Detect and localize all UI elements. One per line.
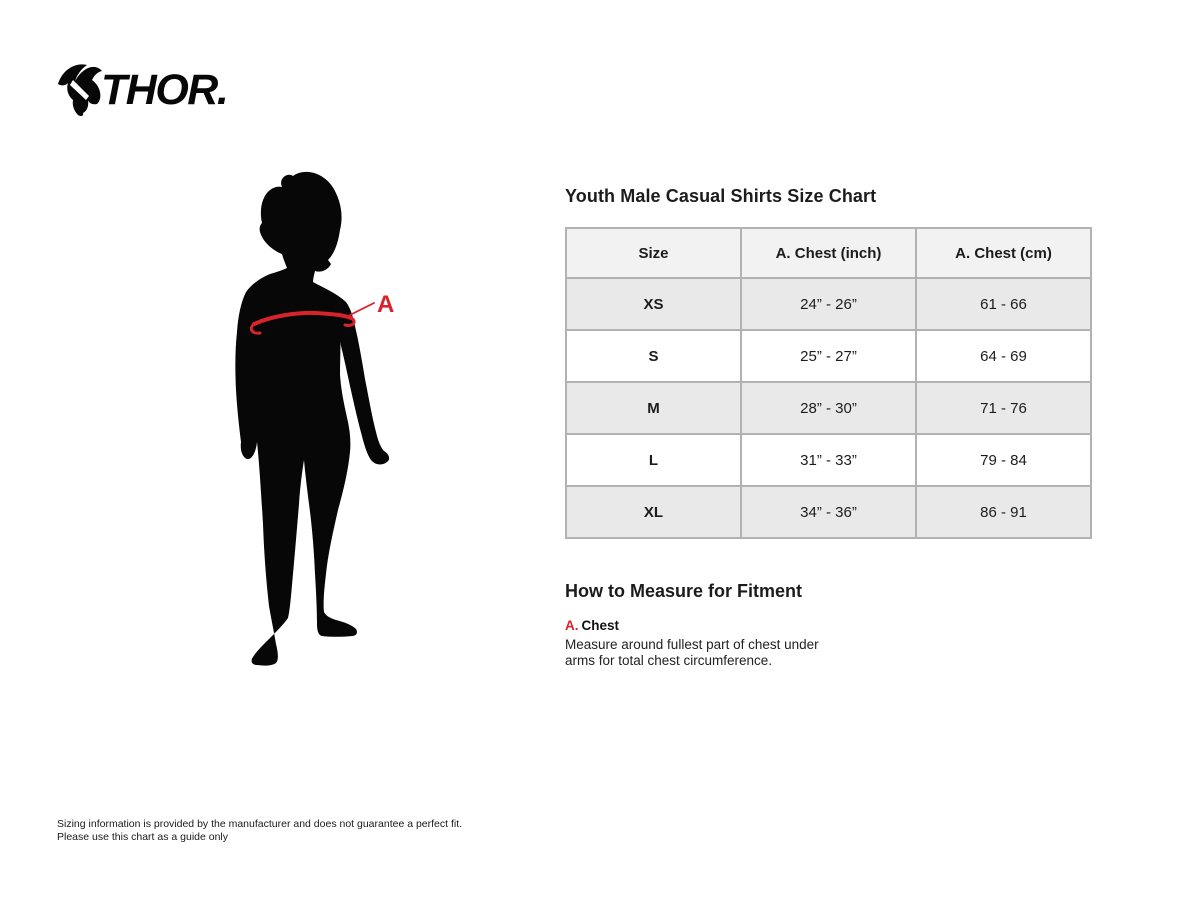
chest-cm-cell: 86 - 91: [916, 486, 1091, 538]
size-chart-table: [565, 227, 1092, 539]
measurement-figure: [200, 160, 460, 720]
chest-cm-cell: 64 - 69: [916, 330, 1091, 382]
table-row: [566, 330, 1091, 382]
chest-inch-cell: 31” - 33”: [741, 434, 916, 486]
measure-item-chest: [565, 618, 1092, 668]
column-header-chest-cm: A. Chest (cm): [916, 228, 1091, 278]
column-header-size: Size: [566, 228, 741, 278]
size-chart-section: [565, 186, 1092, 668]
disclaimer-line-2: Please use this chart as a guide only: [57, 830, 229, 843]
child-silhouette: [235, 172, 389, 666]
size-cell: XS: [566, 278, 741, 330]
chest-marker-label: A: [377, 291, 395, 318]
chest-inch-cell: 25” - 27”: [741, 330, 916, 382]
marker-pointer-line: [350, 303, 374, 315]
measure-item-key: A.: [565, 618, 579, 633]
size-cell: L: [566, 434, 741, 486]
table-row: [566, 382, 1091, 434]
page-title: Youth Male Casual Shirts Size Chart: [565, 186, 877, 206]
chest-cm-cell: 71 - 76: [916, 382, 1091, 434]
table-row: [566, 278, 1091, 330]
column-header-chest-inch: A. Chest (inch): [741, 228, 916, 278]
size-cell: S: [566, 330, 741, 382]
thor-goat-icon: [56, 58, 246, 118]
size-cell: M: [566, 382, 741, 434]
table-row: [566, 486, 1091, 538]
table-row: [566, 434, 1091, 486]
disclaimer-line-1: Sizing information is provided by the manufacturer and does not guarantee a perfect fit.: [57, 818, 463, 830]
chest-inch-cell: 28” - 30”: [741, 382, 916, 434]
size-cell: XL: [566, 486, 741, 538]
measure-item-name: Chest: [581, 618, 620, 633]
chest-inch-cell: 24” - 26”: [741, 278, 916, 330]
chest-inch-cell: 34” - 36”: [741, 486, 916, 538]
chest-cm-cell: 79 - 84: [916, 434, 1091, 486]
chest-cm-cell: 61 - 66: [916, 278, 1091, 330]
disclaimer: [57, 818, 462, 844]
measure-guide-heading: How to Measure for Fitment: [565, 581, 803, 601]
measure-item-description: Measure around fullest part of chest under arms for total chest circumference.: [565, 637, 819, 668]
thor-logo: [56, 58, 246, 118]
table-header-row: [566, 228, 1091, 278]
thor-wordmark: THOR.: [101, 66, 228, 114]
